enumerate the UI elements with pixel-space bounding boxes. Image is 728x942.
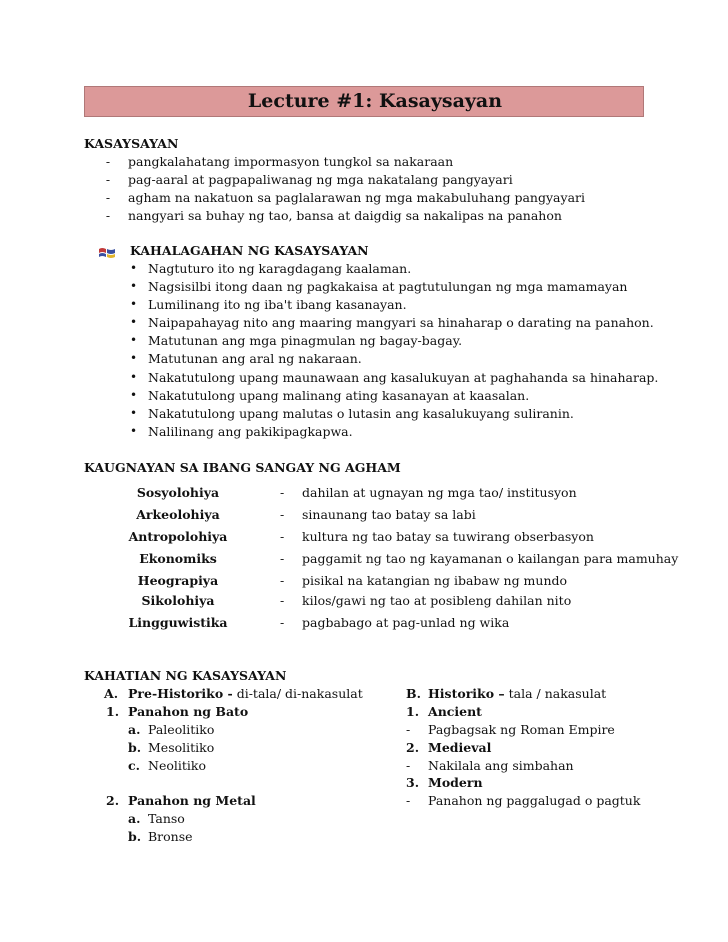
relation-term: Antropolohiya bbox=[128, 529, 228, 544]
definition-text: nangyari sa buhay ng tao, bansa at daigdig sa nakalipas na panahon bbox=[128, 208, 562, 223]
bullet-marker: • bbox=[130, 279, 138, 293]
table-row bbox=[84, 573, 644, 591]
table-row bbox=[84, 551, 679, 569]
relation-desc: dahilan at ugnayan ng mga tao/ institusyon bbox=[302, 485, 577, 500]
bullet-marker: • bbox=[130, 424, 138, 438]
outline-marker: 1. bbox=[106, 704, 120, 719]
era-title: Ancient bbox=[428, 704, 482, 719]
relation-term: Arkeolohiya bbox=[136, 507, 220, 522]
table-row bbox=[84, 507, 644, 525]
relations-heading: KAUGNAYAN SA IBANG SANGAY NG AGHAM bbox=[84, 460, 401, 475]
windows-flag-icon bbox=[98, 246, 116, 258]
importance-text: Nalilinang ang pakikipagkapwa. bbox=[148, 424, 353, 439]
dash-marker: - bbox=[406, 793, 411, 808]
historic-title: Historiko – bbox=[428, 686, 505, 701]
importance-text: Nakatutulong upang malinang ating kasanayan at kaasalan. bbox=[148, 388, 530, 403]
dash-marker: - bbox=[280, 529, 285, 544]
importance-text: Naipapahayag nito ang maaring mangyari sa hinaharap o darating na panahon. bbox=[148, 315, 654, 330]
relation-desc: sinaunang tao batay sa labi bbox=[302, 507, 476, 522]
definition-text: pangkalahatang impormasyon tungkol sa nakaraan bbox=[128, 154, 454, 169]
outline-marker: b. bbox=[128, 740, 142, 755]
importance-text: Nakatutulong upang maunawaan ang kasalukuyan at paghahanda sa hinaharap. bbox=[148, 370, 659, 385]
dash-marker: - bbox=[280, 573, 285, 588]
era-title: Modern bbox=[428, 775, 483, 790]
dash-marker: - bbox=[105, 172, 111, 187]
relation-desc: pagbabago at pag-unlad ng wika bbox=[302, 615, 510, 630]
outline-marker: 3. bbox=[406, 775, 420, 790]
period-text: Bronse bbox=[148, 829, 193, 844]
outline-marker: 1. bbox=[406, 704, 420, 719]
relation-desc: kilos/gawi ng tao at posibleng dahilan nito bbox=[302, 593, 572, 608]
outline-marker: b. bbox=[128, 829, 142, 844]
outline-marker: a. bbox=[128, 722, 141, 737]
period-text: Neolitiko bbox=[148, 758, 206, 773]
definition-text: agham na nakatuon sa paglalarawan ng mga makabuluhang pangyayari bbox=[128, 190, 585, 205]
era-title: Medieval bbox=[428, 740, 492, 755]
importance-text: Nagsisilbi itong daan ng pagkakaisa at pagtutulungan ng mga mamamayan bbox=[148, 279, 628, 294]
dash-marker: - bbox=[105, 154, 111, 169]
outline-marker: c. bbox=[128, 758, 140, 773]
dash-marker: - bbox=[406, 722, 411, 737]
dash-marker: - bbox=[280, 485, 285, 500]
relation-desc: kultura ng tao batay sa tuwirang obserbasyon bbox=[302, 529, 594, 544]
importance-text: Nagtuturo ito ng karagdagang kaalaman. bbox=[148, 261, 412, 276]
dash-marker: - bbox=[280, 593, 285, 608]
relation-term: Lingguwistika bbox=[128, 615, 228, 630]
definition-text: pag-aaral at pagpapaliwanag ng mga nakatalang pangyayari bbox=[128, 172, 513, 187]
relation-desc: paggamit ng tao ng kayamanan o kailangan para mamuhay bbox=[302, 551, 679, 566]
period-text: Mesolitiko bbox=[148, 740, 215, 755]
importance-text: Matutunan ang mga pinagmulan ng bagay-bagay. bbox=[148, 333, 463, 348]
bullet-marker: • bbox=[130, 315, 138, 329]
era-desc: Pagbagsak ng Roman Empire bbox=[428, 722, 615, 737]
stone-age-title: Panahon ng Bato bbox=[128, 704, 249, 719]
importance-text: Matutunan ang aral ng nakaraan. bbox=[148, 351, 362, 366]
relation-term: Heograpiya bbox=[137, 573, 219, 588]
bullet-marker: • bbox=[130, 388, 138, 402]
outline-marker: B. bbox=[406, 686, 421, 701]
page-title: Lecture #1: Kasaysayan bbox=[84, 86, 644, 117]
importance-heading: KAHALAGAHAN NG KASAYSAYAN bbox=[130, 243, 369, 258]
bullet-marker: • bbox=[130, 351, 138, 365]
metal-age-title: Panahon ng Metal bbox=[128, 793, 256, 808]
prehistoric-desc: di-tala/ di-nakasulat bbox=[232, 686, 363, 701]
relation-term: Sosyolohiya bbox=[136, 485, 220, 500]
section-heading-kasaysayan: KASAYSAYAN bbox=[84, 136, 179, 151]
dash-marker: - bbox=[280, 507, 285, 522]
outline-marker: A. bbox=[104, 686, 119, 701]
table-row bbox=[84, 615, 644, 633]
table-row bbox=[84, 485, 644, 503]
relation-term: Ekonomiks bbox=[139, 551, 217, 566]
relation-term: Sikolohiya bbox=[141, 593, 215, 608]
dash-marker: - bbox=[105, 190, 111, 205]
period-text: Tanso bbox=[148, 811, 185, 826]
dash-marker: - bbox=[406, 758, 411, 773]
bullet-marker: • bbox=[130, 261, 138, 275]
prehistoric-title: Pre-Historiko - bbox=[128, 686, 233, 701]
period-text: Paleolitiko bbox=[148, 722, 215, 737]
dash-marker: - bbox=[280, 615, 285, 630]
dash-marker: - bbox=[105, 208, 111, 223]
era-desc: Nakilala ang simbahan bbox=[428, 758, 574, 773]
bullet-marker: • bbox=[130, 370, 138, 384]
outline-marker: 2. bbox=[106, 793, 120, 808]
importance-text: Nakatutulong upang malutas o lutasin ang kasalukuyang suliranin. bbox=[148, 406, 574, 421]
historic-desc: tala / nakasulat bbox=[504, 686, 607, 701]
bullet-marker: • bbox=[130, 406, 138, 420]
dash-marker: - bbox=[280, 551, 285, 566]
relation-desc: pisikal na katangian ng ibabaw ng mundo bbox=[302, 573, 568, 588]
bullet-marker: • bbox=[130, 333, 138, 347]
table-row bbox=[84, 593, 644, 611]
outline-marker: a. bbox=[128, 811, 141, 826]
era-desc: Panahon ng paggalugad o pagtuk bbox=[428, 793, 641, 808]
bullet-marker: • bbox=[130, 297, 138, 311]
importance-text: Lumilinang ito ng iba't ibang kasanayan. bbox=[148, 297, 407, 312]
outline-marker: 2. bbox=[406, 740, 420, 755]
table-row bbox=[84, 529, 644, 547]
divisions-heading: KAHATIAN NG KASAYSAYAN bbox=[84, 668, 287, 683]
